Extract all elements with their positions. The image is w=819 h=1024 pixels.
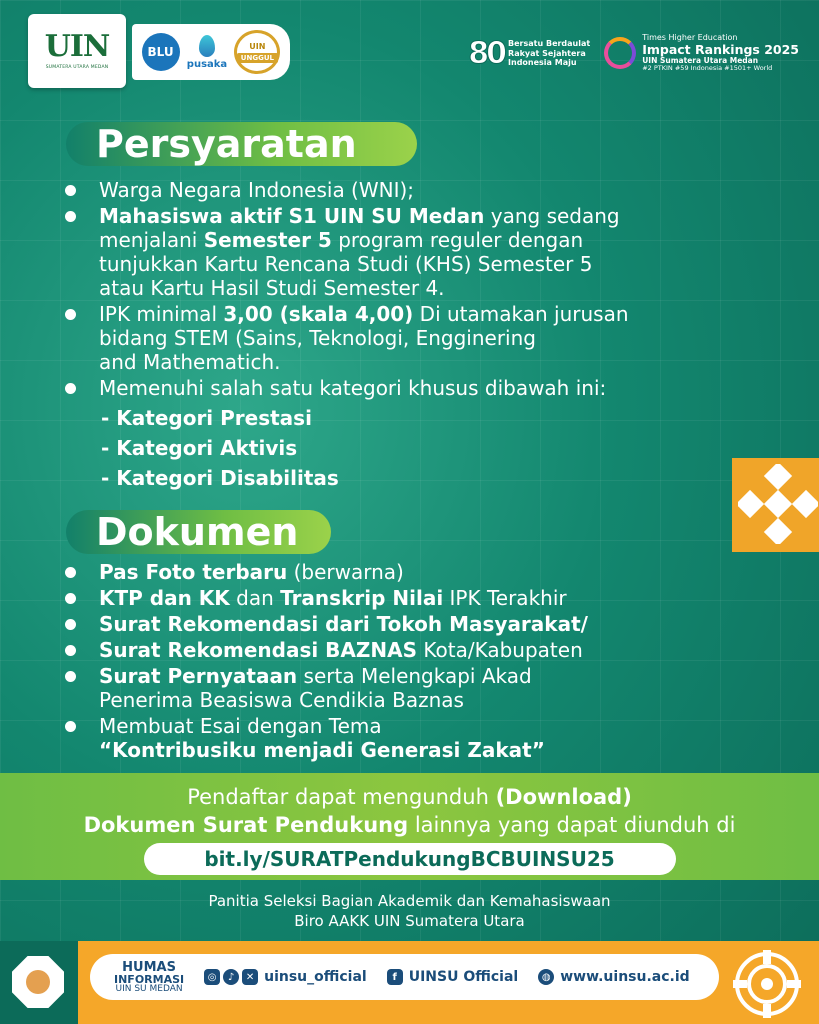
instagram-icon[interactable]: ◎ [204, 969, 220, 985]
x-icon[interactable]: ✕ [242, 969, 258, 985]
facebook-handle[interactable]: UINSU Official [408, 969, 519, 985]
persyaratan-list [64, 178, 744, 400]
list-item: IPK minimal 3,00 (skala 4,00) Di utamakan jurusan bidang STEM (Sains, Teknologi, Engginering and Mathematich. [64, 302, 744, 374]
website-link[interactable]: www.uinsu.ac.id [560, 969, 690, 985]
list-item: Pas Foto terbaru (berwarna) [64, 560, 744, 584]
kategori-list [64, 403, 339, 493]
the-ring-icon [604, 37, 636, 69]
header-badges [468, 34, 799, 73]
social-media-bar [90, 954, 719, 1000]
mandala-ornament-icon [731, 948, 803, 1020]
uin-logo: UIN [44, 28, 110, 64]
80th-anniversary-logo: 80 Bersatu Berdaulat Rakyat Sejahtera Indonesia Maju [468, 35, 591, 71]
list-item: KTP dan KK dan Transkrip Nilai IPK Terakhir [64, 586, 744, 610]
persyaratan-heading: Persyaratan [66, 122, 417, 166]
list-item: Mahasiswa aktif S1 UIN SU Medan yang sedang menjalani Semester 5 program reguler dengan tunjukkan Kartu Rencana Studi (KHS) Semester 5 atau Kartu Hasil Studi Semester 4. [64, 204, 744, 300]
social-handle[interactable]: uinsu_official [264, 969, 367, 985]
dokumen-list [64, 560, 744, 762]
globe-icon[interactable]: ◍ [538, 969, 554, 985]
blu-logo: BLU [142, 33, 180, 71]
dokumen-heading: Dokumen [66, 510, 331, 554]
kategori-disabilitas: - Kategori Disabilitas [101, 466, 339, 490]
list-item: Memenuhi salah satu kategori khusus dibawah ini: [64, 376, 744, 400]
drop-icon [199, 35, 215, 57]
list-item: Surat Rekomendasi dari Tokoh Masyarakat/ [64, 612, 744, 636]
humas-logo: HUMAS INFORMASI UIN SU MEDAN [114, 959, 185, 994]
star-ornament-icon [738, 464, 818, 544]
list-item: Surat Pernyataan serta Melengkapi Akad Penerima Beasiswa Cendikia Baznas [64, 664, 744, 712]
uin-logo-subtitle: SUMATERA UTARA MEDAN [45, 64, 109, 70]
kategori-prestasi: - Kategori Prestasi [101, 406, 312, 430]
download-banner: Pendaftar dapat mengunduh (Download) Dokumen Surat Pendukung lainnya yang dapat diunduh di bit.ly/SURATPendukungBCBUINSU25 [0, 773, 819, 880]
download-link[interactable]: bit.ly/SURATPendukungBCBUINSU25 [144, 843, 676, 875]
tiktok-icon[interactable]: ♪ [223, 969, 239, 985]
list-item: Warga Negara Indonesia (WNI); [64, 178, 744, 202]
partner-logos [132, 24, 290, 80]
facebook-icon[interactable]: f [387, 969, 403, 985]
pusaka-logo: pusaka [187, 35, 227, 70]
committee-credit: Panitia Seleksi Bagian Akademik dan Kemahasiswaan Biro AAKK UIN Sumatera Utara [208, 892, 611, 930]
bottom-left-ornament [0, 941, 78, 1024]
list-item: Membuat Esai dengan Tema “Kontribusiku menjadi Generasi Zakat” [64, 714, 744, 762]
kategori-aktivis: - Kategori Aktivis [101, 436, 298, 460]
unggul-badge: UIN UNGGUL [234, 30, 280, 74]
impact-rankings-badge: Times Higher Education Impact Rankings 2025 UIN Sumatera Utara Medan #2 PTKIN #59 Indonesia #1501+ World [604, 34, 799, 73]
uin-logo-card [28, 14, 126, 88]
list-item: Surat Rekomendasi BAZNAS Kota/Kabupaten [64, 638, 744, 662]
decorative-ornament [732, 458, 819, 552]
